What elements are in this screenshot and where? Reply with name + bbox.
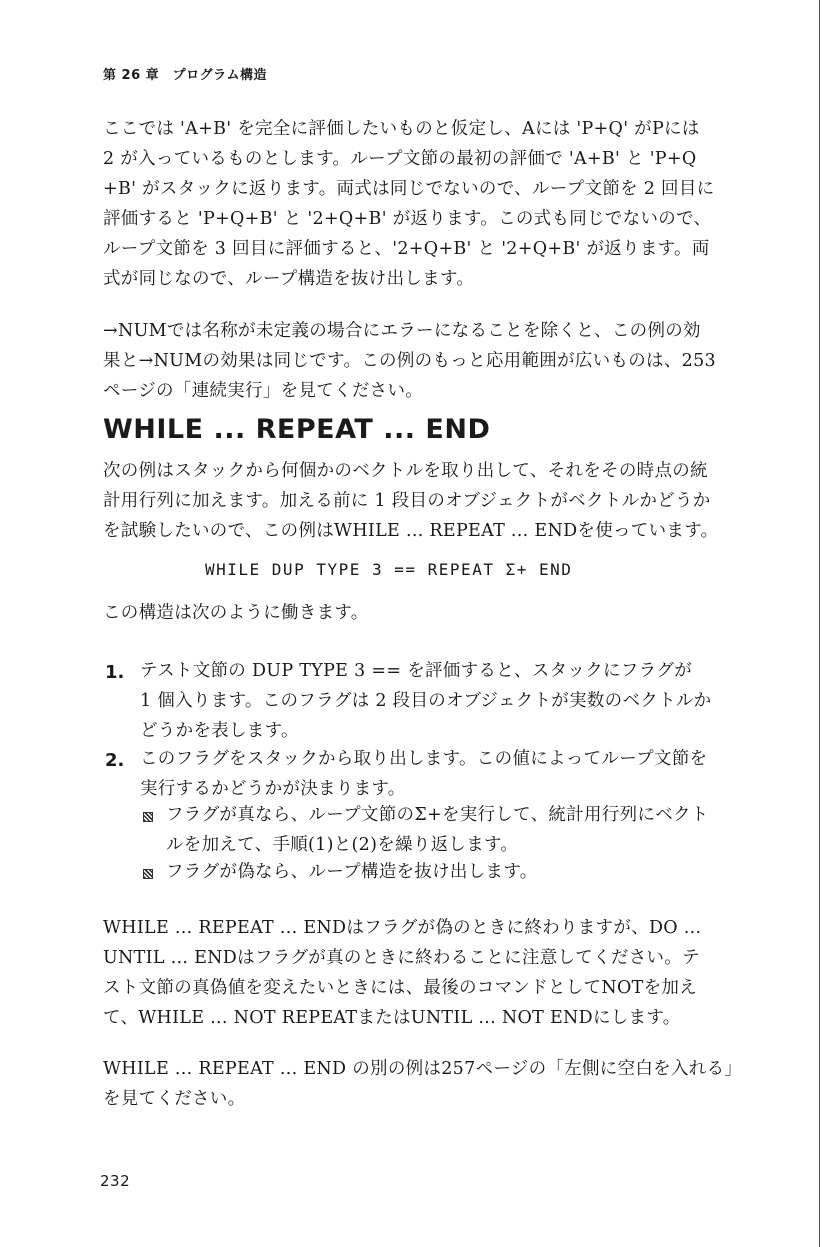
text-line: 2 が入っているものとします。ループ文節の最初の評価で 'A+B' と 'P+Q [103,149,697,169]
text-line: WHILE ... REPEAT ... END の別の例は257ページの「左側に空白を入れる」 [103,1059,743,1079]
paragraph-3 [103,456,733,546]
paragraph-6 [103,1054,743,1114]
text-line: ループ文節を 3 回目に評価すると、'2+Q+B' と '2+Q+B' が返ります。両 [103,239,710,259]
bullet-square-icon [143,869,153,879]
text-line: この構造は次のように働きます。 [103,603,369,623]
running-header: 第 26 章 プログラム構造 [103,68,268,83]
paragraph-2 [103,316,733,406]
text-line: ここでは 'A+B' を完全に評価したいものと仮定し、Aには 'P+Q' がPには [103,119,700,139]
text-line: →NUMでは名称が未定義の場合にエラーになることを除くと、この例の効 [103,321,701,341]
text-line: スト文節の真偽値を変えたいときには、最後のコマンドとしてNOTを加え [103,978,698,998]
section-heading: WHILE ... REPEAT ... END [103,414,491,445]
list-number-2: 2. [105,750,125,771]
bullet-square-icon [143,812,153,822]
bullet-item-2 [166,857,736,887]
text-line: 式が同じなので、ループ構造を抜け出します。 [103,269,475,289]
list-number-1: 1. [105,662,125,683]
text-line: ページの「連続実行」を見てください。 [103,381,424,401]
text-line: UNTIL ... ENDはフラグが真のときに終わることに注意してください。テ [103,948,700,968]
text-line: 評価すると 'P+Q+B' と '2+Q+B' が返ります。この式も同じでないので、 [103,209,712,229]
paragraph-4 [103,598,733,628]
text-line: このフラグをスタックから取り出します。この値によってループ文節を [140,749,708,769]
text-line: 実行するかどうかが決まります。 [140,779,406,799]
text-line: 果と→NUMの効果は同じです。この例のもっと応用範囲が広いものは、253 [103,351,716,371]
text-line: どうかを表します。 [140,721,299,741]
text-line: ルを加えて、手順(1)と(2)を繰り返します。 [166,835,519,855]
text-line: を見てください。 [103,1089,246,1109]
list-item-2 [140,744,740,804]
text-line: フラグが真なら、ループ文節のΣ+を実行して、統計用行列にベクト [166,805,709,825]
text-line: +B' がスタックに返ります。両式は同じでないので、ループ文節を 2 回目に [103,179,715,199]
list-item-1 [140,656,740,746]
paragraph-5 [103,913,733,1033]
text-line: 次の例はスタックから何個かのベクトルを取り出して、それをその時点の統 [103,461,708,481]
page-edge-rule [819,0,820,1247]
bullet-item-1 [166,800,736,860]
text-line: フラグが偽なら、ループ構造を抜け出します。 [166,862,538,882]
text-line: 1 個入ります。このフラグは 2 段目のオブジェクトが実数のベクトルか [140,691,712,711]
text-line: て、WHILE ... NOT REPEATまたはUNTIL ... NOT ENDにします。 [103,1008,681,1028]
text-line: テスト文節の DUP TYPE 3 == を評価すると、スタックにフラグが [140,661,693,681]
text-line: を試験したいので、この例はWHILE ... REPEAT ... ENDを使っています。 [103,521,719,541]
text-line: WHILE ... REPEAT ... ENDはフラグが偽のときに終わりますが、DO ... [103,918,702,938]
text-line: 計用行列に加えます。加える前に 1 段目のオブジェクトがベクトルかどうか [103,491,711,511]
code-example: WHILE DUP TYPE 3 == REPEAT Σ+ END [205,560,573,579]
paragraph-1 [103,114,733,294]
page-number: 232 [100,1172,131,1190]
